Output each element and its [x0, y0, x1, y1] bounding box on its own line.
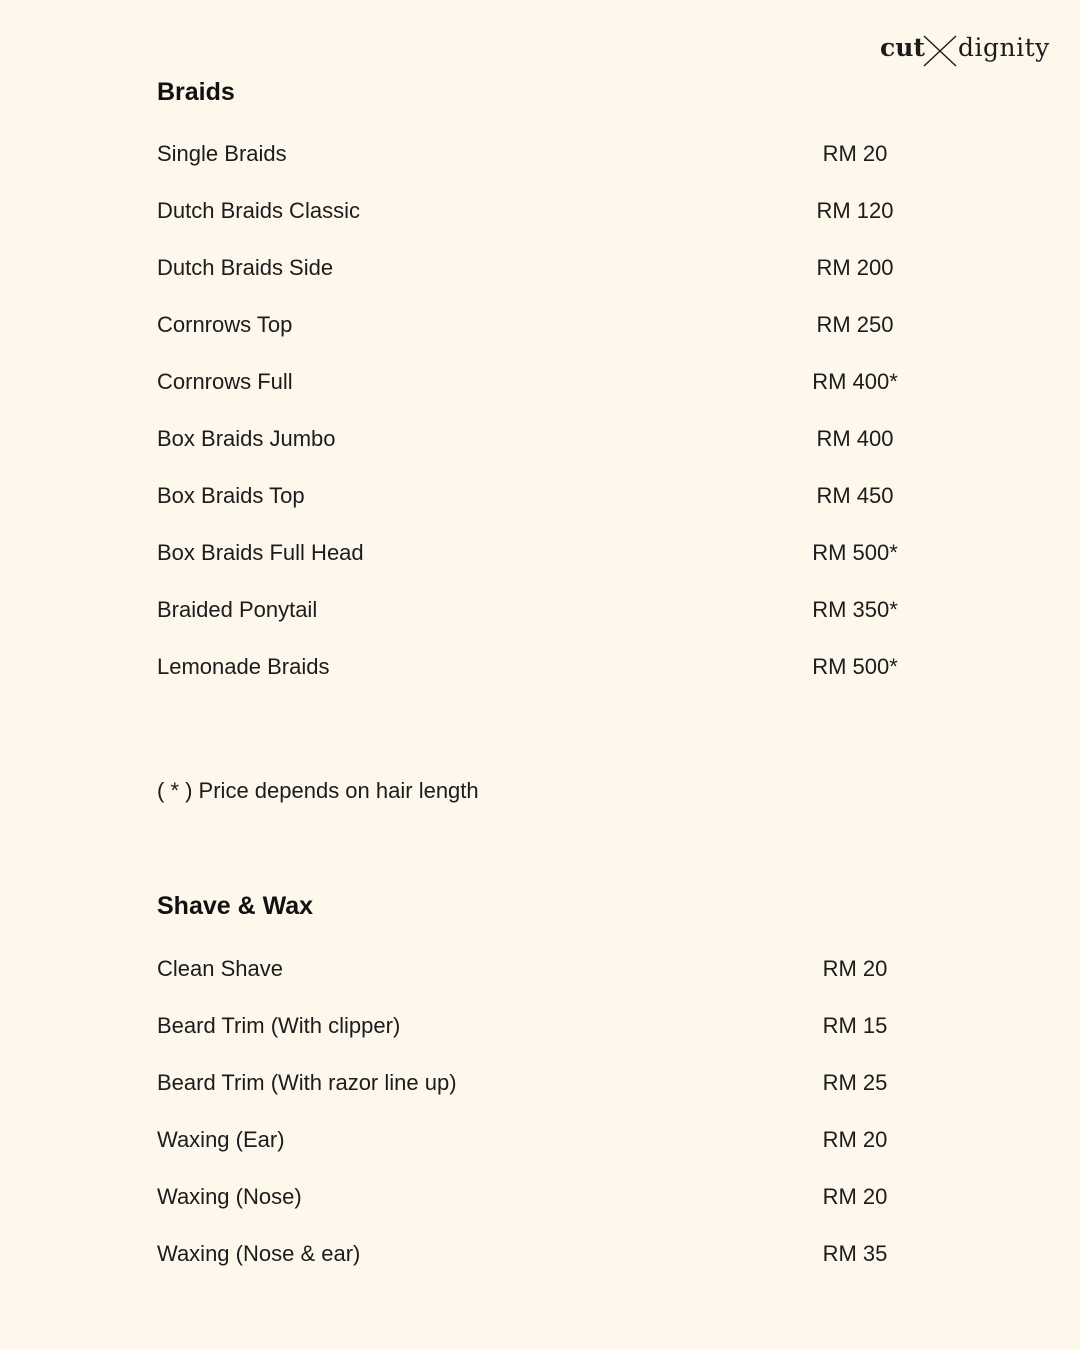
- logo-word-cut: cut: [880, 33, 925, 62]
- logo-word-dignity: dignity: [958, 33, 1050, 62]
- braids-item-price: RM 400: [816, 426, 894, 451]
- braids-item-price: RM 200: [816, 255, 894, 280]
- braids-item-name: Dutch Braids Classic: [157, 198, 360, 223]
- braids-item-name: Cornrows Top: [157, 312, 293, 337]
- braids-item-name: Single Braids: [157, 141, 287, 166]
- shave-wax-item-name: Beard Trim (With clipper): [157, 1013, 401, 1038]
- shave-wax-item-price: RM 20: [822, 956, 888, 981]
- braids-item-price: RM 350*: [812, 597, 898, 622]
- shave-wax-item-name: Clean Shave: [157, 956, 283, 981]
- shave-wax-item-price: RM 20: [822, 1184, 888, 1209]
- shave-wax-item-price: RM 25: [822, 1070, 888, 1095]
- shave-wax-section-title: Shave & Wax: [157, 892, 314, 920]
- braids-item-price: RM 400*: [812, 369, 898, 394]
- braids-item-name: Dutch Braids Side: [157, 255, 334, 280]
- brand-logo: [880, 30, 1050, 74]
- braids-section-title: Braids: [157, 78, 235, 106]
- shave-wax-item-price: RM 15: [822, 1013, 888, 1038]
- shave-wax-item-price: RM 35: [822, 1241, 888, 1266]
- braids-item-price: RM 250: [816, 312, 894, 337]
- shave-wax-item-name: Waxing (Nose & ear): [157, 1241, 361, 1266]
- braids-item-price: RM 500*: [812, 654, 898, 679]
- braids-item-name: Box Braids Jumbo: [157, 426, 336, 451]
- shave-wax-item-name: Beard Trim (With razor line up): [157, 1070, 457, 1095]
- shave-wax-item-name: Waxing (Nose): [157, 1184, 302, 1209]
- shave-wax-item-name: Waxing (Ear): [157, 1127, 285, 1152]
- braids-item-price: RM 20: [822, 141, 888, 166]
- braids-item-name: Cornrows Full: [157, 369, 293, 394]
- braids-item-price: RM 500*: [812, 540, 898, 565]
- braids-item-name: Lemonade Braids: [157, 654, 330, 679]
- hair-length-footnote: ( * ) Price depends on hair length: [157, 778, 479, 803]
- braids-item-name: Braided Ponytail: [157, 597, 318, 622]
- braids-item-name: Box Braids Top: [157, 483, 305, 508]
- braids-item-price: RM 450: [816, 483, 894, 508]
- braids-item-name: Box Braids Full Head: [157, 540, 364, 565]
- braids-item-price: RM 120: [816, 198, 894, 223]
- shave-wax-item-price: RM 20: [822, 1127, 888, 1152]
- logo-cross-icon: [922, 34, 958, 68]
